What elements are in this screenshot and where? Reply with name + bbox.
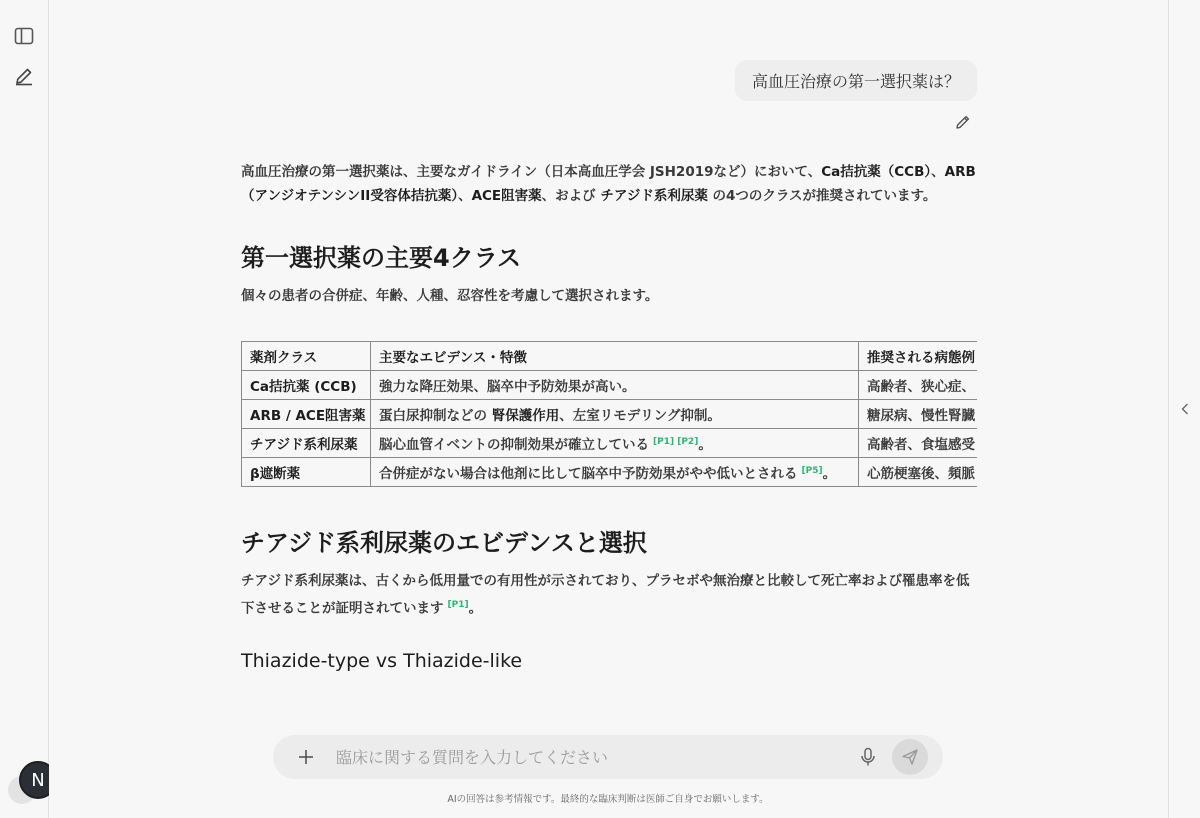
table-row <box>242 400 978 429</box>
answer-intro <box>241 160 977 208</box>
intro-text: 高血圧治療の第一選択薬は、主要なガイドライン（日本高血圧学会 JSH2019など）において、 <box>241 164 822 180</box>
intro-text: 、 <box>458 188 472 204</box>
evidence-text: 、左室リモデリング抑制。 <box>559 408 721 424</box>
evidence-cell <box>371 429 859 458</box>
evidence-cell <box>371 458 859 487</box>
section-heading-main-classes: 第一選択薬の主要4クラス <box>241 244 521 272</box>
assistant-answer <box>241 160 977 675</box>
evidence-text: 強力な降圧効果、脳卒中予防効果が高い。 <box>379 379 636 395</box>
table-header-cell: 推奨される病態例 <box>859 342 978 371</box>
chat-main <box>49 0 1168 818</box>
table-row <box>242 371 978 400</box>
right-panel-rail <box>1168 0 1200 818</box>
user-message-text: 高血圧治療の第一選択薬は？ <box>751 72 960 91</box>
left-sidebar <box>0 0 49 818</box>
drug-class-table-wrapper[interactable] <box>241 341 977 487</box>
cases-cell: 糖尿病、慢性腎臓 <box>859 400 978 429</box>
section2-end: 。 <box>468 600 483 617</box>
section2-body: チアジド系利尿薬は、古くから低用量での有用性が示されており、プラセボや無治療と比較して死亡率および罹患率を低下させることが証明されています <box>241 573 970 617</box>
evidence-bold: 腎保護作用 <box>491 408 560 424</box>
evidence-text: 合併症がない場合は他剤に比して脳卒中予防効果がやや低いとされる <box>379 466 798 482</box>
chevron-left-icon[interactable] <box>1177 400 1193 418</box>
section1-text: 個々の患者の合併症、年齢、人種、忍容性を考慮して選択されます。 <box>241 288 659 304</box>
disclaimer-text: AIの回答は参考情報です。最終的な臨床判断は医師ご自身でお願いします。 <box>447 794 769 805</box>
evidence-text: 蛋白尿抑制などの <box>379 408 492 424</box>
drug-class-cell: チアジド系利尿薬 <box>242 429 371 458</box>
table-row <box>242 458 978 487</box>
section2-text <box>241 569 977 621</box>
drug-class-cell: β遮断薬 <box>242 458 371 487</box>
cases-cell: 高齢者、狭心症、 <box>859 371 978 400</box>
microphone-icon[interactable] <box>857 746 879 768</box>
message-composer <box>273 735 943 779</box>
drug-class-table <box>241 341 977 487</box>
intro-text: 、 <box>931 164 945 180</box>
user-message-bubble <box>735 60 977 101</box>
question-input[interactable] <box>336 743 836 771</box>
table-row <box>242 429 978 458</box>
intro-bold-arb: ARB（アンジオテンシンII受容体拮抗薬） <box>241 164 976 204</box>
drug-class-cell: ARB / ACE阻害薬 <box>242 400 371 429</box>
drug-class-cell: Ca拮抗薬 (CCB) <box>242 371 371 400</box>
send-button[interactable] <box>892 739 928 775</box>
citation-link[interactable]: [P5] <box>801 465 823 476</box>
table-header-cell: 薬剤クラス <box>242 342 371 371</box>
intro-bold-ace: ACE阻害薬 <box>471 188 542 204</box>
section-heading-thiazide-type: Thiazide-type vs Thiazide-like <box>241 649 523 672</box>
edit-message-pencil-icon[interactable] <box>953 112 973 132</box>
evidence-cell <box>371 400 859 429</box>
avatar-initial: N <box>31 769 45 791</box>
citation-link[interactable]: [P1] [P2] <box>653 436 699 447</box>
table-header-cell: 主要なエビデンス・特徴 <box>371 342 859 371</box>
intro-bold-ccb: Ca拮抗薬（CCB） <box>821 164 932 180</box>
intro-text: の4つのクラスが推奨されています。 <box>707 188 937 204</box>
cases-cell: 心筋梗塞後、頻脈 <box>859 458 978 487</box>
evidence-text: 。 <box>822 466 837 482</box>
cases-cell: 高齢者、食塩感受 <box>859 429 978 458</box>
sidebar-toggle-icon[interactable] <box>12 24 36 48</box>
plus-icon[interactable] <box>295 746 317 768</box>
intro-text: 、および <box>541 188 601 204</box>
evidence-text: 。 <box>698 437 712 453</box>
evidence-cell <box>371 371 859 400</box>
intro-bold-thiazide: チアジド系利尿薬 <box>600 188 708 204</box>
new-chat-pencil-icon[interactable] <box>12 64 36 88</box>
evidence-text: 脳心血管イベントの抑制効果が確立している <box>379 437 649 453</box>
citation-link[interactable]: [P1] <box>447 600 469 610</box>
send-icon <box>901 748 919 766</box>
section-heading-thiazide: チアジド系利尿薬のエビデンスと選択 <box>241 529 647 557</box>
table-header-row <box>242 342 978 371</box>
